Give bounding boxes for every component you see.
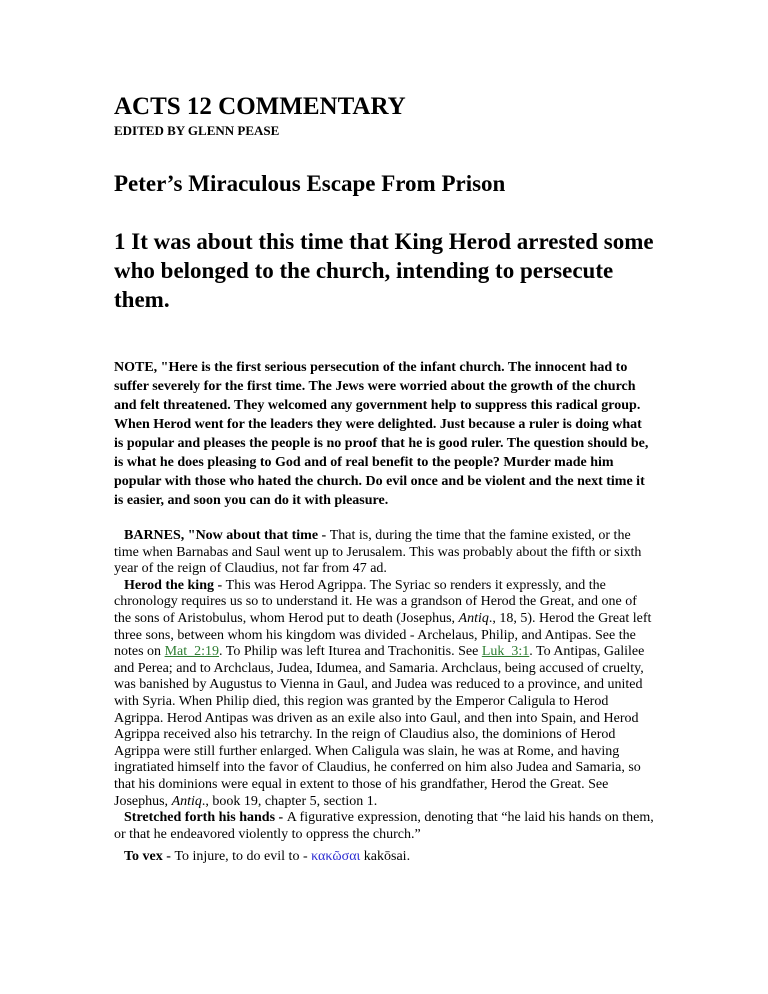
barnes-text: ., book 19, chapter 5, section 1. [201, 793, 378, 809]
scripture-link-luk-3-1[interactable]: Luk_3:1 [481, 644, 530, 660]
verse-text: 1 It was about this time that King Herod arrested some who belonged to the church, intending to persecute them. [114, 229, 654, 312]
barnes-text: . To Antipas, Galilee and Perea; and to Archclaus, Judea, Idumea, and Samaria. Archclaus, being accused of cruelty, was banished by Augustus to Vienna in Gaul, and Judea was reduced to a province, and united with Syria. When Philip died, this region was granted by the Emperor Caligula to Herod Agrippa. Herod Antipas was driven as an exile also into Gaul, and then into Spain, and Herod Agrippa received also his tetrarchy. In the reign of Claudius also, the dominions of Herod Agrippa were still further enlarged. When Caligula was slain, he was at Rome, and having ingratiated himself into the favor of Claudius, he conferred on him also Judea and Samaria, so that his dominions were equal in extent to those of his grandfather, Herod the Great. See Josephus, [114, 644, 645, 809]
scripture-link-mat-2-19[interactable]: Mat_2:19 [164, 644, 220, 660]
barnes-term-now-about-that-time: BARNES, "Now about that time - [124, 528, 330, 543]
barnes-term-to-vex: To vex - [124, 849, 175, 865]
note-paragraph: NOTE, "Here is the first serious persecution of the infant church. The innocent had to suffer severely for the first time. The Jews were worried about the growth of the church and felt threatened. They welcomed any government help to suppress this radical group. When Herod went for the leaders they were delighted. Just because a ruler is doing what is popular and pleases the people is no proof that he is good ruler. The question should be, is what he does pleasing to God and of real benefit to the people? Murder made him popular with those who hated the church. Do evil once and be violent and the next time it is easier, and soon you can do it with pleasure. [114, 360, 649, 508]
barnes-text: This was Herod Agrippa. The Syriac so renders it expressly, and the chronology requires us so to understand it. He was a grandson of Herod the Great, and one of the sons of Aristobulus, whom Herod put to death (Josephus, [114, 577, 637, 626]
barnes-text: A figurative expression, denoting that “he laid his hands on them, or that he endeavored violently to oppress the church.” [114, 810, 654, 842]
section-heading: Peter’s Miraculous Escape From Prison [114, 171, 506, 196]
barnes-term-herod-the-king: Herod the king - [124, 577, 226, 593]
barnes-commentary [114, 528, 654, 866]
barnes-paragraph-3 [114, 810, 654, 843]
greek-word: κακῶσαι [311, 849, 361, 865]
barnes-paragraph-1 [114, 528, 654, 578]
barnes-text: . To Philip was left Iturea and Trachonitis. See [219, 644, 482, 660]
editor-credit: EDITED BY GLENN PEASE [114, 123, 280, 138]
commentary-page [114, 92, 654, 866]
barnes-paragraph-2 [114, 578, 654, 810]
transliteration: kakōsai. [360, 849, 411, 865]
barnes-text: That is, during the time that the famine existed, or the time when Barnabas and Saul went up to Jerusalem. This was probably about the fifth or sixth year of the reign of Claudius, not far from 47 ad. [114, 528, 642, 577]
antiq-citation: Antiq [171, 793, 202, 809]
barnes-term-stretched-forth: Stretched forth his hands - [124, 810, 287, 826]
antiq-citation: Antiq [458, 610, 489, 626]
barnes-text: To injure, to do evil to - [174, 849, 312, 865]
barnes-paragraph-4 [114, 849, 654, 866]
document-title: ACTS 12 COMMENTARY [114, 93, 406, 120]
barnes-text: ., 18, 5). Herod the Great left three sons, between whom his kingdom was divided - Archelaus, Philip, and Antipas. See the notes on [114, 610, 652, 660]
